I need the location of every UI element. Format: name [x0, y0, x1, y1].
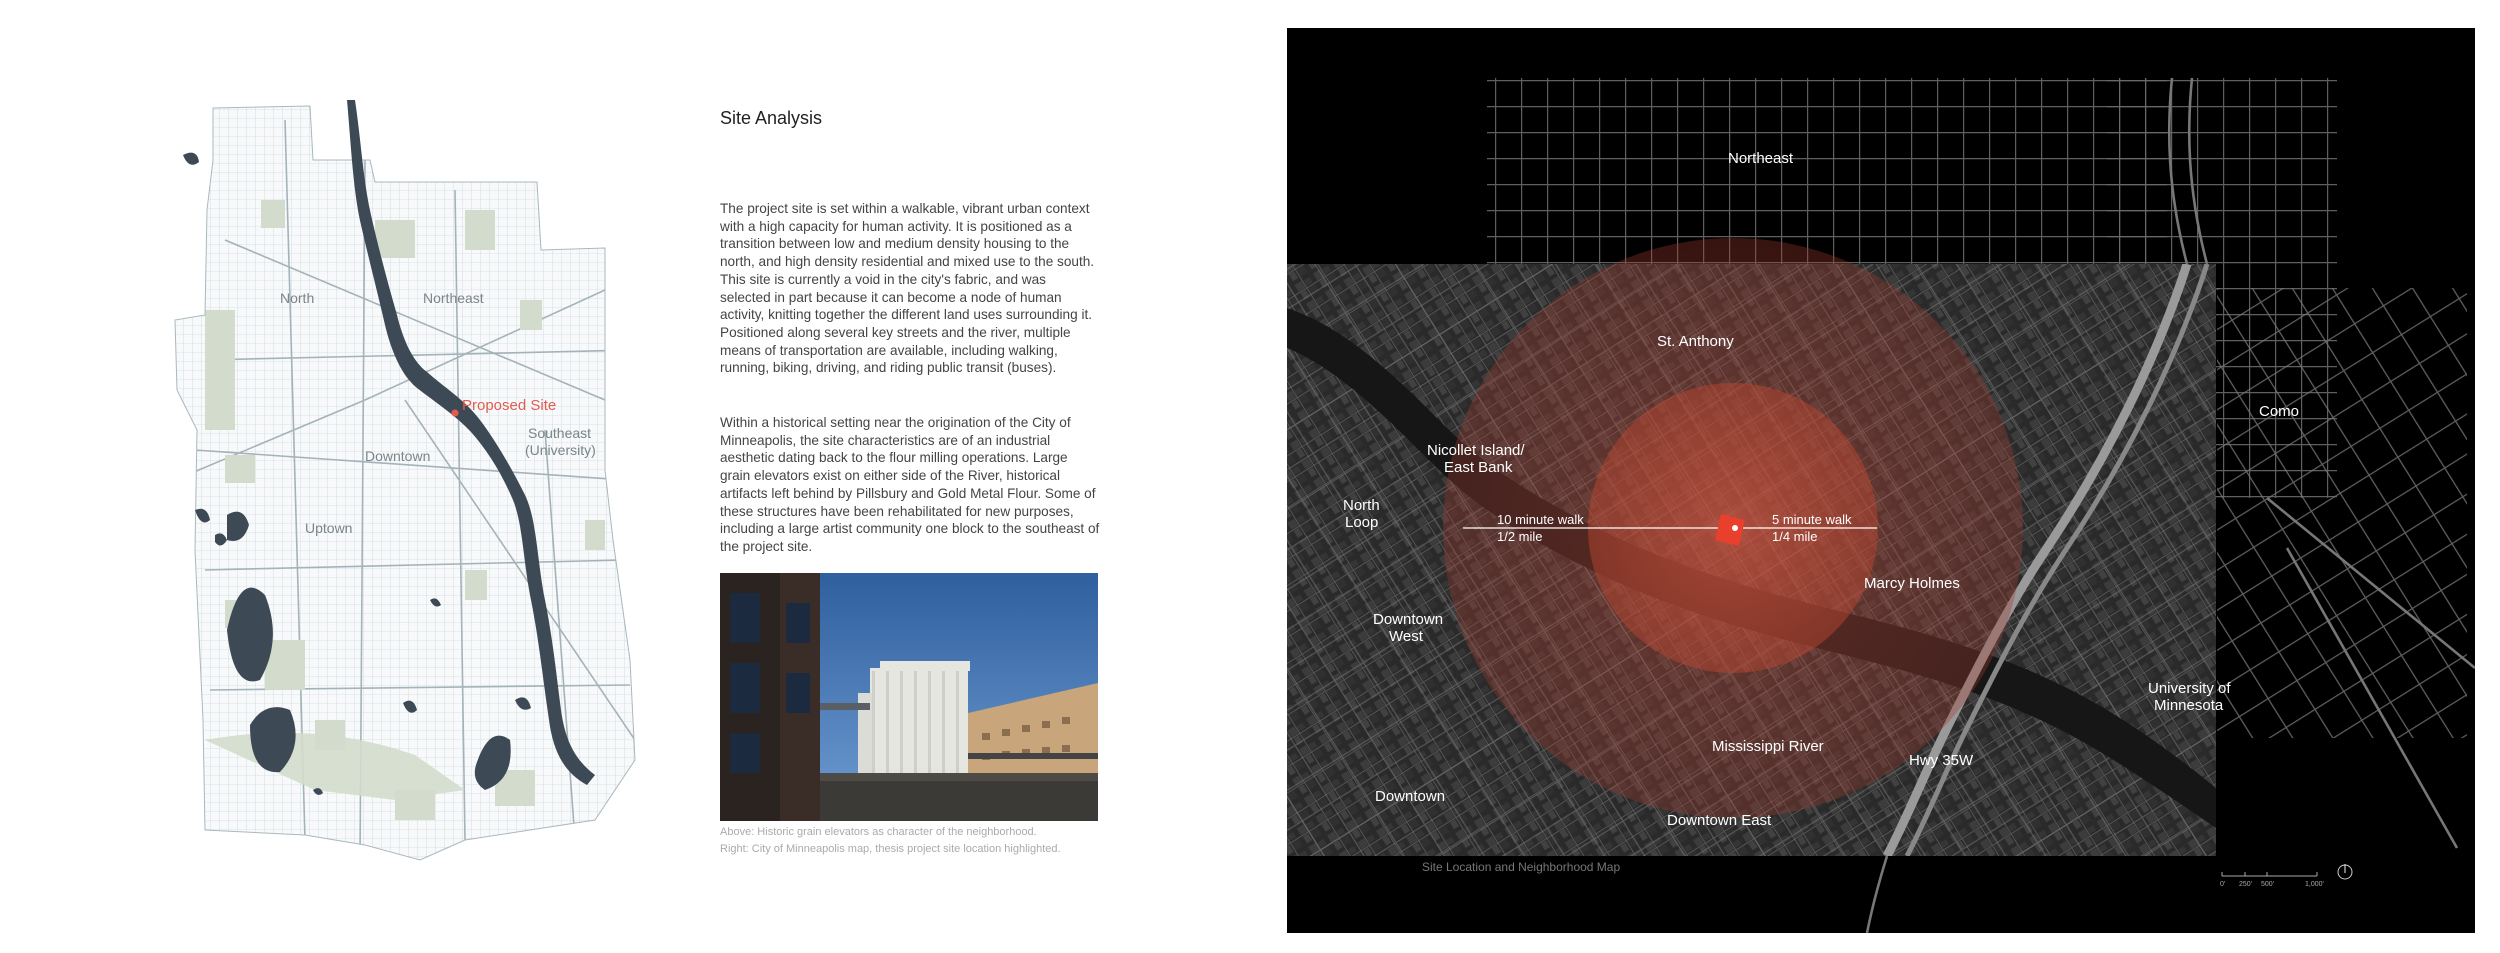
historical-context-paragraph: Within a historical setting near the origination of the City of Minneapolis, the site characteristics are of an industrial aesthetic dating back to the flour milling operations. Large grain elevators exist on either side of the River, historical artifacts left behind by Pillsbury and Gold Metal Flour. Some of these structures have been rehabilitated for new purposes, including a large artist community one block to the southeast of the project site.	[720, 415, 1100, 554]
neighborhood-map	[1287, 28, 2475, 933]
photo-caption: Above: Historic grain elevators as character of the neighborhood.	[720, 826, 1037, 838]
scale-tick-500: 500'	[2261, 881, 2275, 888]
label-university-of-minnesota: University of	[2148, 680, 2231, 697]
scale-tick-0: 0'	[2220, 881, 2226, 888]
label-downtown-west-2: West	[1389, 628, 1423, 645]
label-northeast: Northeast	[1728, 150, 1794, 167]
site-center-point	[1732, 525, 1738, 531]
label-northeast: Northeast	[423, 290, 484, 306]
label-marcy-holmes: Marcy Holmes	[1864, 575, 1960, 592]
label-ten-minute-walk: 10 minute walk	[1497, 512, 1584, 527]
label-five-minute-walk: 5 minute walk	[1772, 512, 1852, 527]
label-uptown: Uptown	[305, 520, 353, 536]
proposed-site-marker	[452, 410, 459, 417]
label-downtown: Downtown	[365, 448, 431, 464]
label-university: (University)	[525, 442, 596, 458]
label-mississippi-river: Mississippi River	[1712, 738, 1824, 755]
label-half-mile: 1/2 mile	[1497, 529, 1543, 544]
scale-tick-250: 250'	[2239, 881, 2253, 888]
label-como: Como	[2259, 403, 2300, 420]
label-north-loop-2: Loop	[1345, 514, 1379, 531]
minneapolis-city-map	[165, 100, 675, 870]
site-description-paragraph: The project site is set within a walkable, vibrant urban context with a high capacity for human activity. It is positioned as a transition between low and medium density housing to the north, and high density residential and mixed use to the south. This site is currently a void in the city's fabric, and was selected in part because it can become a node of human activity, knitting together the different land uses surrounding it. Positioned along several key streets and the river, multiple means of transportation are available, including walking, running, biking, driving, and riding public transit (buses).	[720, 201, 1095, 376]
label-proposed-site: Proposed Site	[462, 397, 557, 414]
label-quarter-mile: 1/4 mile	[1772, 529, 1818, 544]
label-minnesota: Minnesota	[2154, 697, 2224, 714]
label-downtown: Downtown	[1375, 788, 1446, 805]
label-hwy-35w: Hwy 35W	[1909, 752, 1974, 769]
map-reference-caption: Right: City of Minneapolis map, thesis project site location highlighted.	[720, 843, 1061, 855]
grain-elevators-photo	[720, 573, 1098, 821]
label-north: North	[280, 290, 315, 306]
label-downtown-west: Downtown	[1373, 611, 1444, 628]
page-heading: Site Analysis	[720, 108, 823, 128]
neighborhood-map-caption: Site Location and Neighborhood Map	[1422, 860, 1621, 874]
scale-tick-1000: 1,000'	[2305, 881, 2324, 888]
label-downtown-east: Downtown East	[1667, 812, 1772, 829]
neighborhood-map-panel	[1287, 28, 2475, 933]
label-nicollet-island: Nicollet Island/	[1427, 442, 1525, 459]
label-north-loop: North	[1343, 497, 1380, 514]
north-arrow-icon	[2338, 864, 2352, 879]
label-east-bank: East Bank	[1444, 459, 1513, 476]
label-southeast: Southeast	[528, 425, 592, 441]
scale-bar	[2217, 860, 2357, 890]
label-st-anthony: St. Anthony	[1657, 333, 1734, 350]
